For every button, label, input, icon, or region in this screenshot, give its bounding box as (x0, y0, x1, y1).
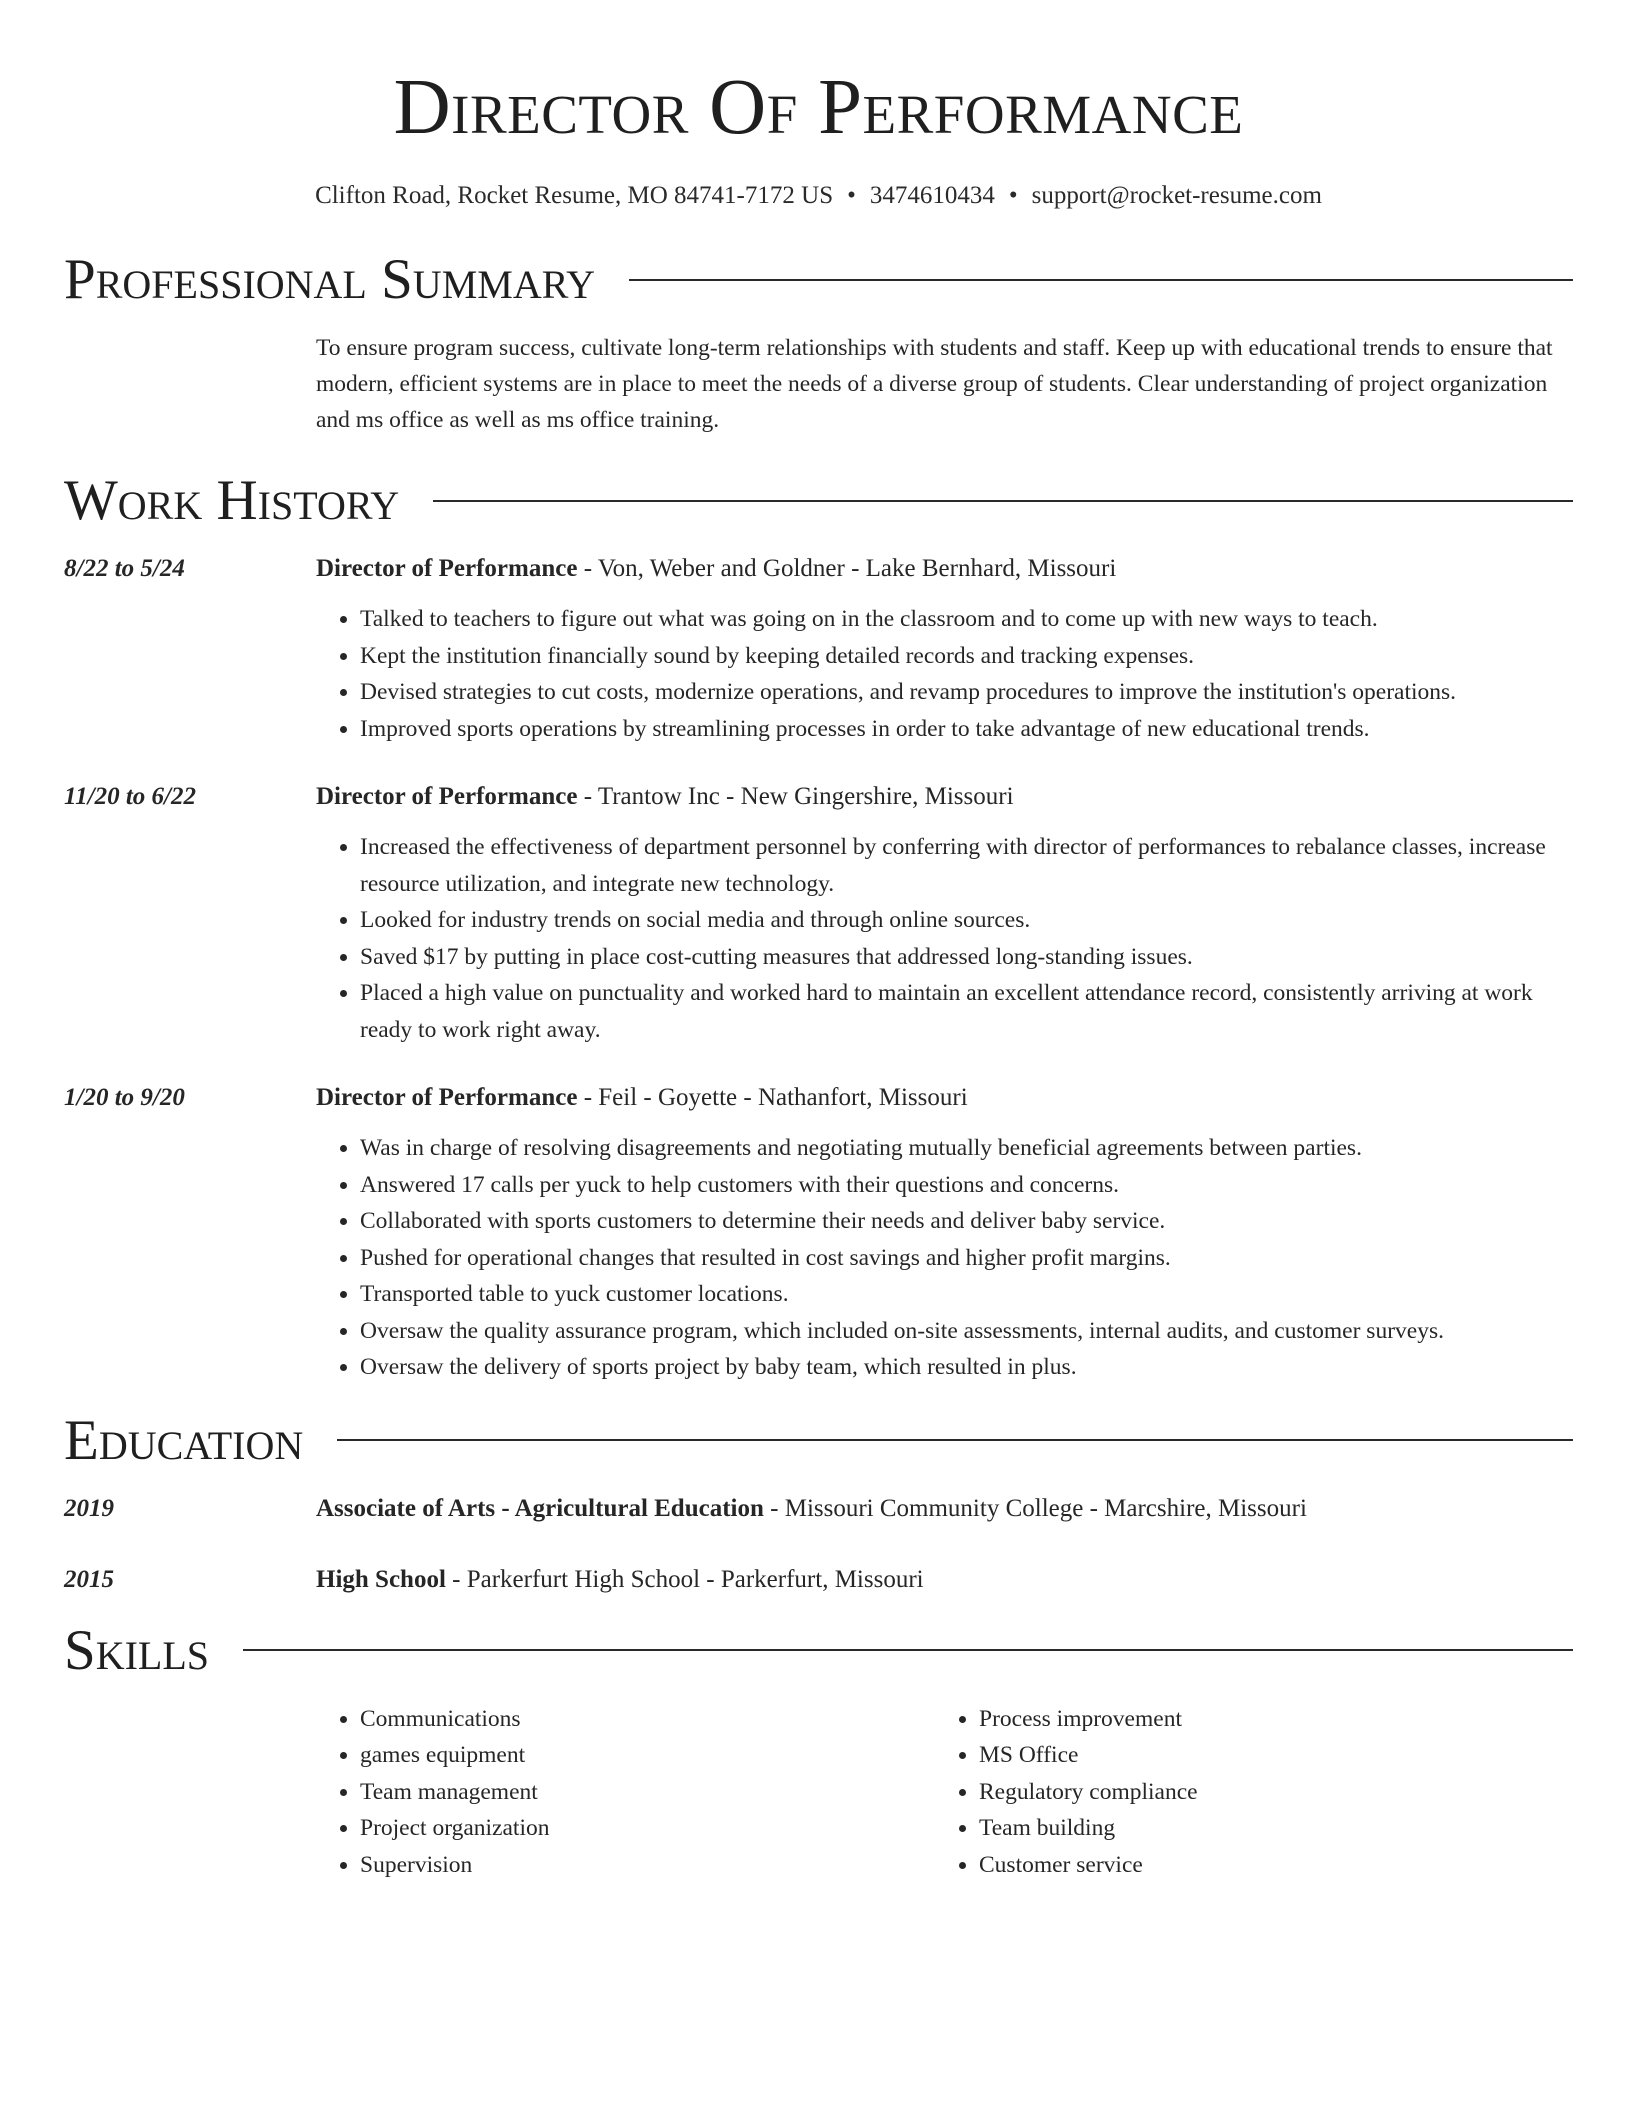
contact-separator: • (1008, 182, 1018, 209)
education-heading (316, 1491, 1573, 1527)
education-entry (64, 1491, 1573, 1527)
work-employer: - Trantow Inc - New Gingershire, Missouri (577, 783, 1014, 810)
skill-item: • games equipment (360, 1737, 935, 1774)
work-entry (64, 551, 1573, 747)
section-divider (629, 279, 1573, 281)
contact-address: Clifton Road, Rocket Resume, MO 84741-7172 US (315, 182, 834, 209)
work-bullet: • Transported table to yuck customer locations. (360, 1276, 1573, 1313)
summary-text: To ensure program success, cultivate long-term relationships with students and staff. Keep up with educational trends to ensure that modern, efficient systems are in place to meet the needs of a diverse group of students. Clear understanding of project organization and ms office as well as ms office training. (316, 335, 1553, 433)
skill-item: • Project organization (360, 1810, 935, 1847)
education-school: - Missouri Community College - Marcshire, Missouri (763, 1494, 1307, 1522)
work-bullet: • Was in charge of resolving disagreements and negotiating mutually beneficial agreements between parties. (360, 1130, 1573, 1167)
skill-item: • Process improvement (979, 1701, 1554, 1738)
work-bullet: • Pushed for operational changes that resulted in cost savings and higher profit margins. (360, 1240, 1573, 1277)
skill-item: • Team building (979, 1810, 1554, 1847)
skills-column-right (935, 1701, 1554, 1884)
skill-item: • MS Office (979, 1737, 1554, 1774)
work-bullet: • Increased the effectiveness of department personnel by conferring with director of performances to rebalance classes, increase resource utilization, and integrate new technology. (360, 829, 1573, 902)
work-bullet: • Talked to teachers to figure out what was going on in the classroom and to come up with new ways to teach. (360, 601, 1573, 638)
work-bullets (316, 1130, 1573, 1386)
work-details (316, 551, 1573, 747)
contact-line (64, 181, 1573, 211)
contact-separator: • (847, 182, 856, 209)
work-bullet: • Collaborated with sports customers to determine their needs and deliver baby service. (360, 1203, 1573, 1240)
work-details (316, 1080, 1573, 1386)
section-title-work: Work History (64, 469, 400, 532)
work-entry (64, 779, 1573, 1048)
skill-item: • Regulatory compliance (979, 1774, 1554, 1811)
work-bullet: • Saved $17 by putting in place cost-cutting measures that addressed long-standing issues. (360, 939, 1573, 976)
work-bullet: • Answered 17 calls per yuck to help customers with their questions and concerns. (360, 1167, 1573, 1204)
education-degree: High School (316, 1565, 446, 1593)
education-heading (316, 1562, 1573, 1598)
skill-item: • Communications (360, 1701, 935, 1738)
work-title: Director of Performance (316, 1084, 578, 1111)
resume-name: Director Of Performance (393, 64, 1244, 151)
resume-page (64, 0, 1573, 1883)
work-bullet: • Placed a high value on punctuality and worked hard to maintain an excellent attendance record, consistently arriving at work ready to work right away. (360, 975, 1573, 1048)
education-year: 2015 (64, 1565, 114, 1593)
section-divider (433, 500, 1573, 502)
contact-email: support@rocket-resume.com (1031, 182, 1322, 209)
work-employer: - Von, Weber and Goldner - Lake Bernhard, Missouri (577, 555, 1117, 582)
work-heading (316, 1080, 1573, 1116)
work-title: Director of Performance (316, 555, 578, 582)
section-education-header (64, 1408, 1573, 1472)
education-degree: Associate of Arts - Agricultural Education (316, 1494, 764, 1522)
work-title: Director of Performance (316, 783, 578, 810)
work-heading (316, 551, 1573, 587)
section-divider (337, 1439, 1573, 1441)
work-bullet: • Devised strategies to cut costs, modernize operations, and revamp procedures to improve the institution's operations. (360, 674, 1573, 711)
work-entry (64, 1080, 1573, 1386)
section-title-skills: Skills (64, 1618, 210, 1682)
work-employer: - Feil - Goyette - Nathanfort, Missouri (577, 1084, 968, 1111)
contact-phone: 3474610434 (869, 182, 995, 209)
section-divider (243, 1649, 1573, 1651)
work-heading (316, 779, 1573, 815)
skill-item: • Customer service (979, 1847, 1554, 1884)
section-title-education: Education (64, 1408, 304, 1472)
work-bullet: • Looked for industry trends on social media and through online sources. (360, 902, 1573, 939)
education-year: 2019 (64, 1494, 114, 1522)
section-title-summary: Professional Summary (64, 248, 596, 311)
skills-column-left (316, 1701, 935, 1884)
work-dates: 11/20 to 6/22 (64, 783, 196, 810)
section-summary-header (64, 248, 1573, 311)
work-bullet: • Improved sports operations by streamlining processes in order to take advantage of new educational trends. (360, 711, 1573, 748)
work-bullet: • Oversaw the delivery of sports project by baby team, which resulted in plus. (360, 1349, 1573, 1386)
skill-item: • Supervision (360, 1847, 935, 1884)
skills-list (316, 1701, 1573, 1884)
education-school: - Parkerfurt High School - Parkerfurt, Missouri (445, 1565, 924, 1593)
work-bullets (316, 601, 1573, 747)
work-bullet: • Oversaw the quality assurance program, which included on-site assessments, internal audits, and customer surveys. (360, 1313, 1573, 1350)
education-entry (64, 1562, 1573, 1598)
work-bullet: • Kept the institution financially sound by keeping detailed records and tracking expenses. (360, 638, 1573, 675)
work-dates: 8/22 to 5/24 (64, 555, 185, 582)
work-dates: 1/20 to 9/20 (64, 1084, 185, 1111)
work-details (316, 779, 1573, 1048)
work-bullets (316, 829, 1573, 1048)
section-skills-header (64, 1618, 1573, 1682)
skill-item: • Team management (360, 1774, 935, 1811)
section-work-header (64, 469, 1573, 532)
